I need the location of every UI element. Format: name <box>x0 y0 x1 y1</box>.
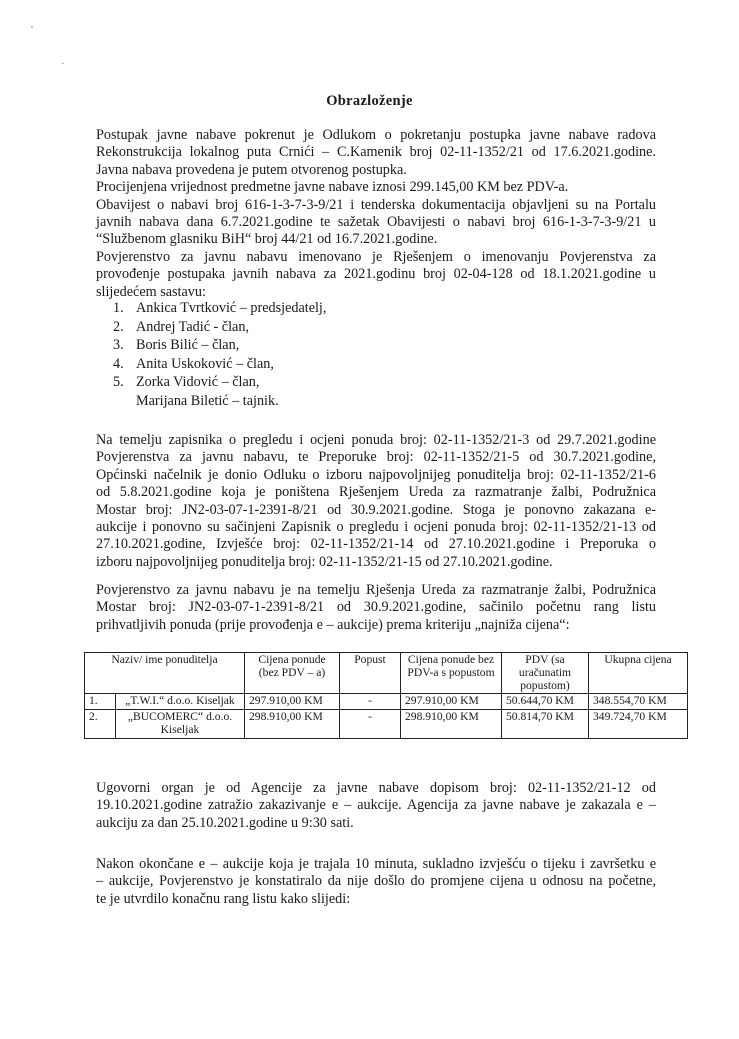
table-cell: „BUCOMERC“ d.o.o. Kiseljak <box>116 710 245 739</box>
initial-ranking-table <box>84 652 688 739</box>
text-line: 19.10.2021.godine zatražio zakazivanje e – aukcije. Agencija za javne nabave je zakazala e – <box>96 797 656 814</box>
table-cell: 297.910,00 KM <box>401 694 502 710</box>
text-line: Rekonstrukcija lokalnog puta Crnići – C.Kamenik broj 02-11-1352/21 od 17.6.2021.godine. <box>96 144 656 161</box>
committee-members-list <box>113 299 326 410</box>
text-line: “Službenom glasniku BiH“ broj 44/21 od 16.7.2021.godine. <box>96 231 438 248</box>
document-heading: Obrazloženje <box>326 93 413 109</box>
auction-result-paragraph <box>96 856 656 908</box>
text-line: Općinski načelnik je donio Odluku o izboru najpovoljnijeg ponuditelja broj: 02-11-1352/21-6 <box>96 466 656 483</box>
list-item: 2. Andrej Tadić - član, <box>113 318 249 335</box>
text-line: Javna nabava provedena je putem otvorenog postupka. <box>96 161 407 178</box>
list-item: 3. Boris Bilić – član, <box>113 337 240 353</box>
text-line: izboru najpovoljnijeg ponuditelja broj: 02-11-1352/21-15 od 27.10.2021.godine. <box>96 553 553 570</box>
ranking-paragraph <box>96 582 656 634</box>
table-row <box>85 710 688 739</box>
text-line: od 5.8.2021.godine koja je poništena Rješenjem Ureda za razmatranje žalbi, Podružnica <box>96 484 656 501</box>
text-line: 27.10.2021.godine, Izvješće broj: 02-11-1352/21-14 od 27.10.2021.godine i Preporuka o <box>96 536 656 553</box>
text-line: Mostar broj: JN2-03-07-1-2391-8/21 od 30.9.2021.godine, sačinilo početnu rang listu <box>96 599 656 616</box>
text-line: Na temelju zapisnika o pregledu i ocjeni ponuda broj: 02-11-1352/21-3 od 29.7.2021.godine <box>96 432 656 448</box>
table-cell: „T.W.I.“ d.o.o. Kiseljak <box>116 694 245 710</box>
text-line: Povjerenstvo za javnu nabavu imenovano je Rješenjem o imenovanju Povjerenstva za <box>96 248 656 265</box>
text-line: aukcije i ponovno su sačinjeni Zapisnik o pregledu i ocjeni ponuda broj: 02-11-1352/21-13 od <box>96 519 656 536</box>
table-cell: 2. <box>85 710 116 739</box>
text-line: Mostar broj: JN2-03-07-1-2391-8/21 od 30.9.2021.godine. Stoga je ponovno zakazana e- <box>96 501 656 518</box>
text-line: Postupak javne nabave pokrenut je Odlukom o pokretanju postupka javne nabave radova <box>96 127 656 143</box>
text-line: Ugovorni organ je od Agencije za javne nabave dopisom broj: 02-11-1352/21-12 od <box>96 780 656 796</box>
column-header: Popust <box>340 653 401 694</box>
intro-paragraph <box>96 127 656 301</box>
table-cell: 1. <box>85 694 116 710</box>
text-line: Povjerenstva za javnu nabavu, te Preporuke broj: 02-11-1352/21-5 od 30.7.2021.godine, <box>96 449 656 466</box>
text-line: Obavijest o nabavi broj 616-1-3-7-3-9/21 i tenderska dokumentacija objavljeni su na Portalu <box>96 196 656 213</box>
table-cell: 50.644,70 KM <box>502 694 589 710</box>
text-line: aukciju za dan 25.10.2021.godine u 9:30 sati. <box>96 814 354 831</box>
text-line: Povjerenstvo za javnu nabavu je na temelju Rješenja Ureda za razmatranje žalbi, Podružnica <box>96 582 656 598</box>
table-header-row <box>85 653 688 694</box>
list-item: Marijana Biletić – tajnik. <box>136 392 279 409</box>
column-header: Cijena ponude bez PDV-a s popustom <box>401 653 502 694</box>
list-item: 1. Ankica Tvrtković – predsjedatelj, <box>113 300 327 316</box>
table-cell: 348.554,70 KM <box>589 694 688 710</box>
auction-request-paragraph <box>96 780 656 832</box>
text-line: Procijenjena vrijednost predmetne javne nabave iznosi 299.145,00 KM bez PDV-a. <box>96 179 569 196</box>
list-item: 5. Zorka Vidović – član, <box>113 374 260 390</box>
table-cell: - <box>340 710 401 739</box>
table-cell: - <box>340 694 401 710</box>
text-line: Nakon okončane e – aukcije koja je trajala 10 minuta, sukladno izvješću o tijeku i završetku e <box>96 856 656 872</box>
table-cell: 298.910,00 KM <box>245 710 340 739</box>
text-line: te je utvrdilo konačnu rang listu kako slijedi: <box>96 890 351 907</box>
table-cell: 297.910,00 KM <box>245 694 340 710</box>
text-line: provođenje postupaka javnih nabava za 2021.godinu broj 02-04-128 od 18.1.2021.godine u <box>96 266 656 283</box>
text-line: – aukcije, Povjerenstvo je konstatiralo da nije došlo do promjene cijena u odnosu na početne, <box>96 873 656 890</box>
table-cell: 349.724,70 KM <box>589 710 688 739</box>
decision-paragraph <box>96 432 656 571</box>
scan-speck: · <box>61 58 65 70</box>
column-header: PDV (sa uračunatim popustom) <box>502 653 589 694</box>
text-line: slijedećem sastavu: <box>96 283 206 300</box>
text-line: javnih nabava dana 6.7.2021.godine te sažetak Obavijesti o nabavi broj 616-1-3-7-3-9/21 u <box>96 214 656 231</box>
scan-speck: ' <box>31 24 33 36</box>
column-header: Naziv/ ime ponuditelja <box>85 653 245 694</box>
table-cell: 50.814,70 KM <box>502 710 589 739</box>
column-header: Ukupna cijena <box>589 653 688 694</box>
column-header: Cijena ponude (bez PDV – a) <box>245 653 340 694</box>
table-cell: 298.910,00 KM <box>401 710 502 739</box>
text-line: prihvatljivih ponuda (prije provođenja e – aukcije) prema kriteriju „najniža cijena“: <box>96 616 570 633</box>
table-row <box>85 694 688 710</box>
list-item: 4. Anita Uskoković – član, <box>113 355 274 372</box>
